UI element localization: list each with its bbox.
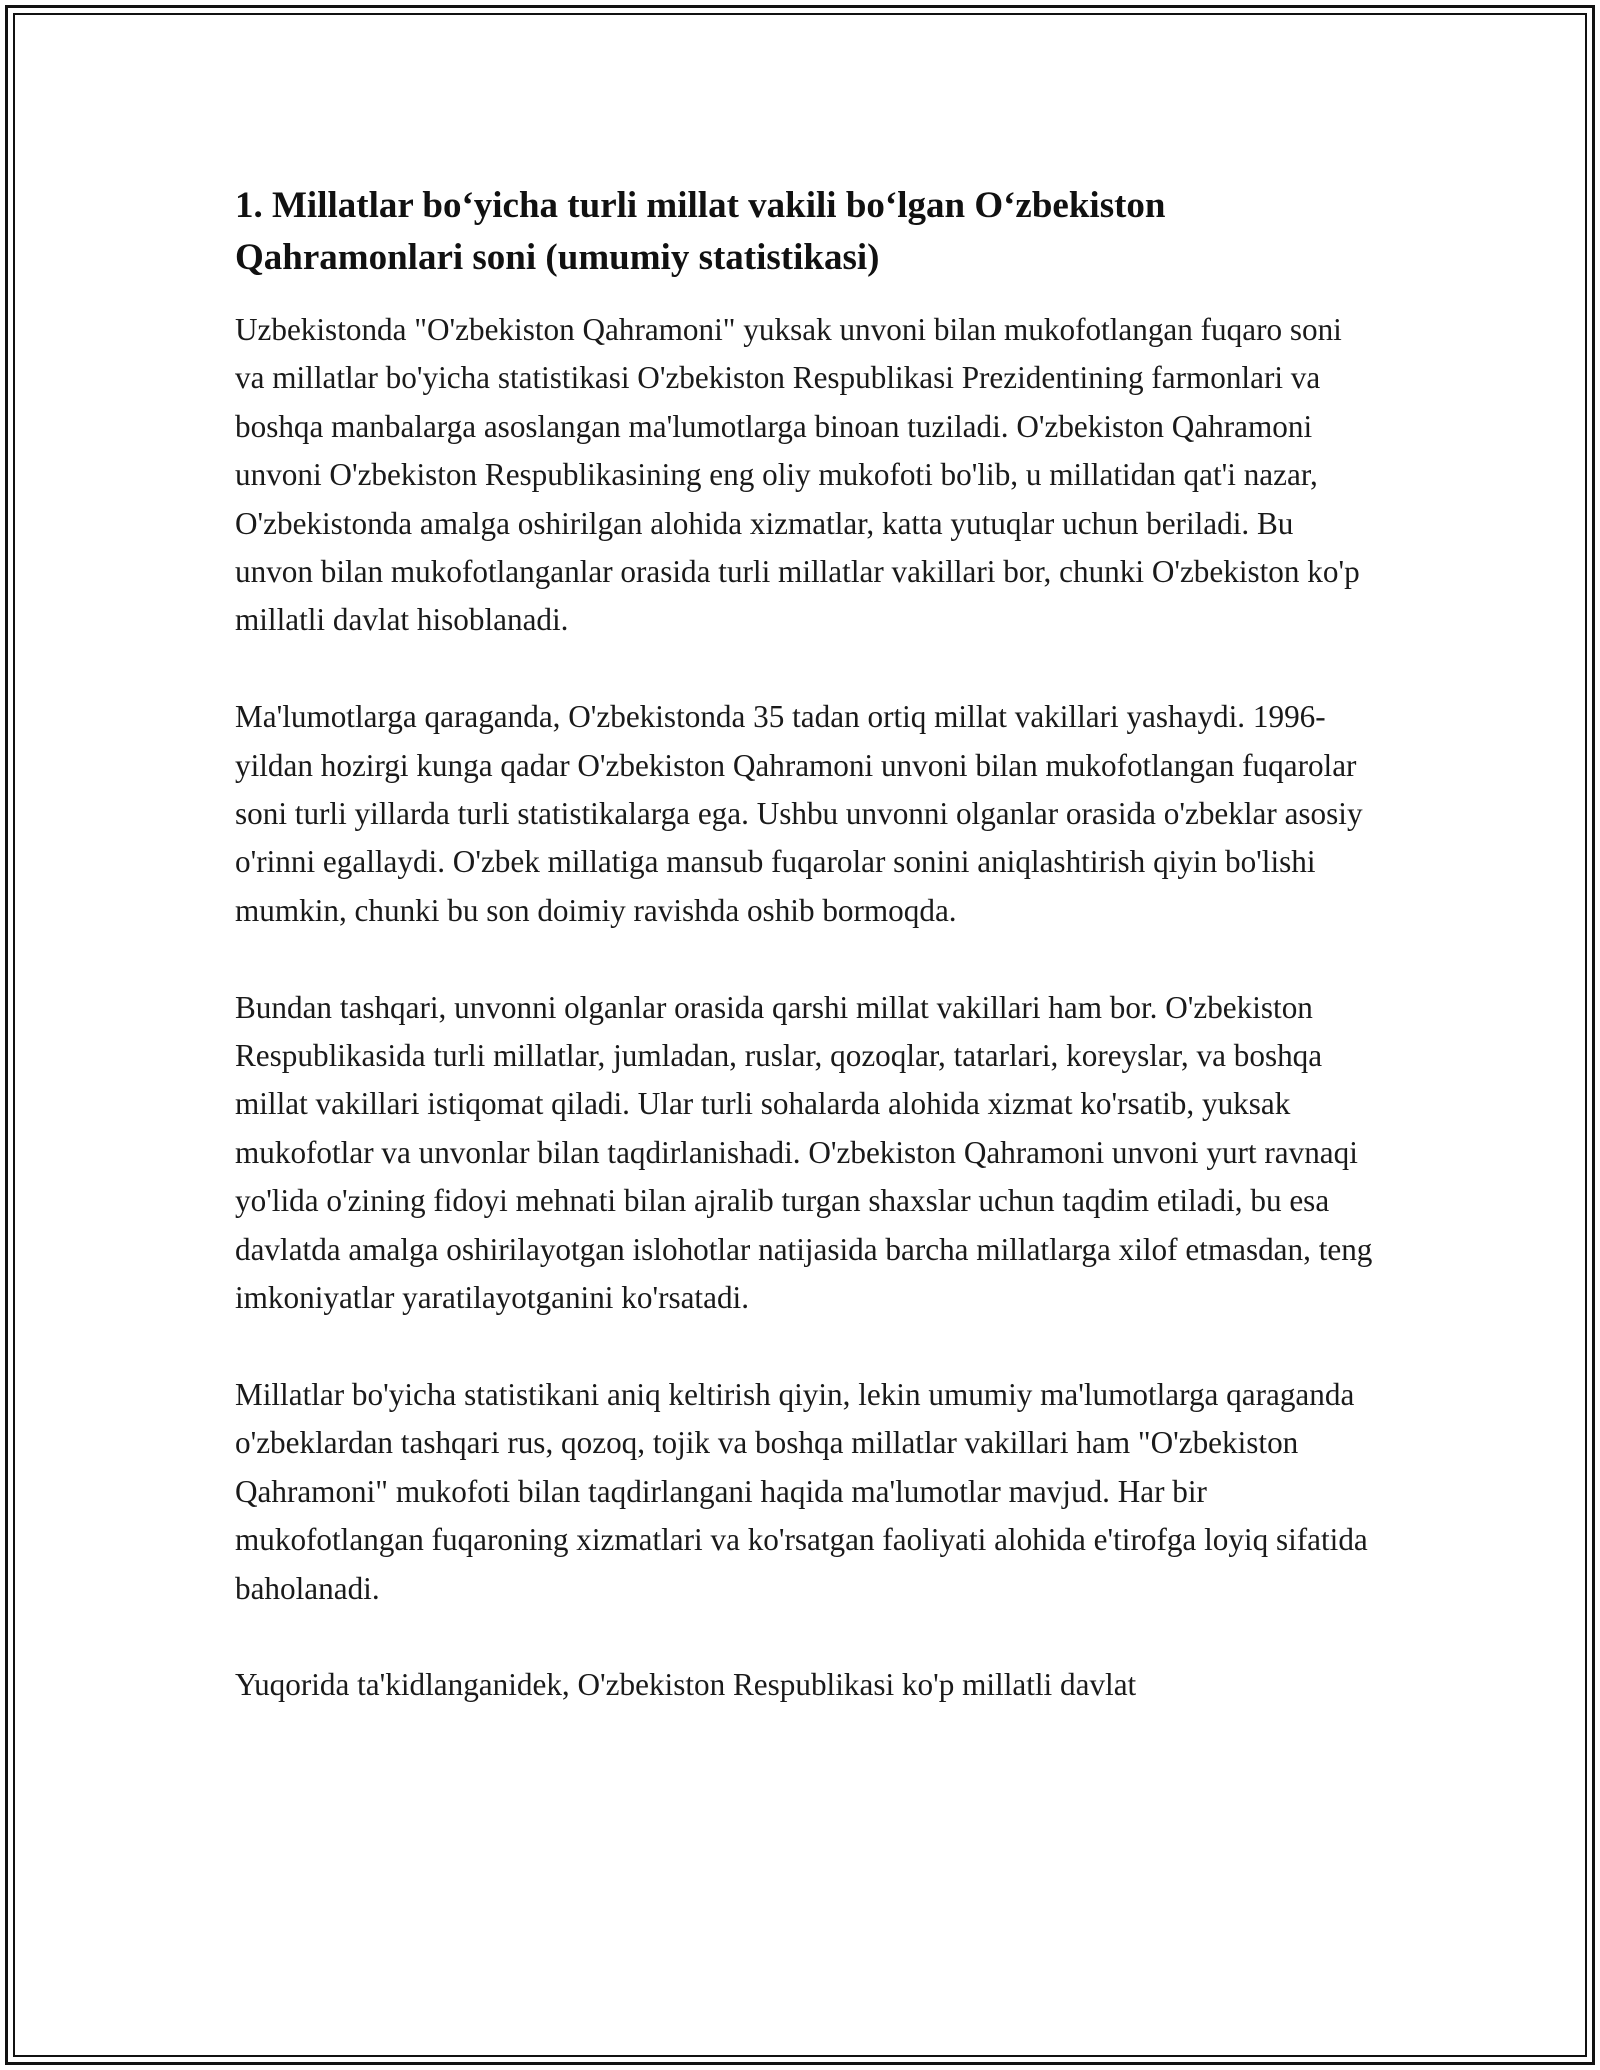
paragraph-1: Uzbekistonda "O'zbekiston Qahramoni" yuksak unvoni bilan mukofotlangan fuqaro soni va millatlar bo'yicha statistikasi O'zbekiston Respublikasi Prezidentining farmonlari va boshqa manbalarga asoslangan ma'lumotlarga binoan tuziladi. O'zbekiston Qahramoni unvoni O'zbekiston Respublikasining eng oliy mukofoti bo'lib, u millatidan qat'i nazar, O'zbekistonda amalga oshirilgan alohida xizmatlar, katta yutuqlar uchun beriladi. Bu unvon bilan mukofotlanganlar orasida turli millatlar vakillari bor, chunki O'zbekiston ko'p millatli davlat hisoblanadi. (235, 312, 1360, 638)
document-body (235, 180, 1375, 1758)
section-heading: 1. Millatlar bo‘yicha turli millat vakili bo‘lgan O‘zbekiston Qahramonlari soni (umumiy statistikasi) (235, 185, 1166, 278)
paragraph-2: Ma'lumotlarga qaraganda, O'zbekistonda 35 tadan ortiq millat vakillari yashaydi. 1996-yildan hozirgi kunga qadar O'zbekiston Qahramoni unvoni bilan mukofotlangan fuqarolar soni turli yillarda turli statistikalarga ega. Ushbu unvonni olganlar orasida o'zbeklar asosiy o'rinni egallaydi. O'zbek millatiga mansub fuqarolar sonini aniqlashtirish qiyin bo'lishi mumkin, chunki bu son doimiy ravishda oshib bormoqda. (235, 699, 1363, 928)
paragraph-4: Millatlar bo'yicha statistikani aniq keltirish qiyin, lekin umumiy ma'lumotlarga qaraganda o'zbeklardan tashqari rus, qozoq, tojik va boshqa millatlar vakillari ham "O'zbekiston Qahramoni" mukofoti bilan taqdirlangani haqida ma'lumotlar mavjud. Har bir mukofotlangan fuqaroning xizmatlari va ko'rsatgan faoliyati alohida e'tirofga loyiq sifatida baholanadi. (235, 1376, 1368, 1606)
paragraph-3: Bundan tashqari, unvonni olganlar orasida qarshi millat vakillari ham bor. O'zbekiston Respublikasida turli millatlar, jumladan, ruslar, qozoqlar, tatarlari, koreyslar, va boshqa millat vakillari istiqomat qiladi. Ular turli sohalarda alohida xizmat ko'rsatib, yuksak mukofotlar va unvonlar bilan taqdirlanishadi. O'zbekiston Qahramoni unvoni yurt ravnaqi yo'lida o'zining fidoyi mehnati bilan ajralib turgan shaxslar uchun taqdim etiladi, bu esa davlatda amalga oshirilayotgan islohotlar natijasida barcha millatlarga xilof etmasdan, teng imkoniyatlar yaratilayotganini ko'rsatadi. (235, 989, 1373, 1316)
paragraph-5: Yuqorida ta'kidlanganidek, O'zbekiston Respublikasi ko'p millatli davlat (235, 1667, 1137, 1703)
